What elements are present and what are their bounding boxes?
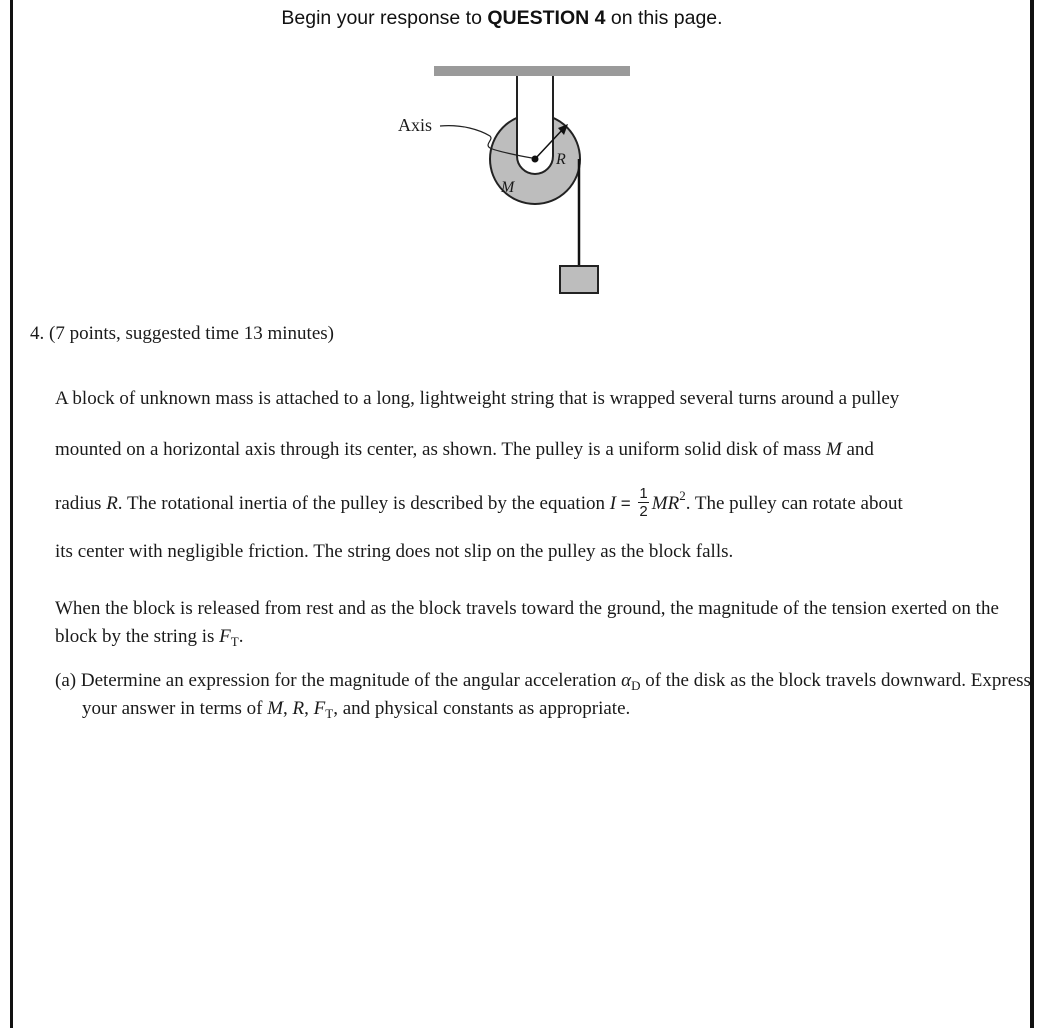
mass-symbol: M: [825, 439, 842, 460]
pulley-diagram: [380, 58, 650, 308]
part-a-mass-symbol: M: [267, 698, 284, 719]
tension-text: When the block is released from rest and as the block travels toward the ground, the magnitude of the tension exerted on the block by the string is: [55, 598, 999, 647]
part-a-label: (a): [55, 670, 77, 691]
intro-line-2-text: mounted on a horizontal axis through its center, as shown. The pulley is a uniform solid disk of mass: [55, 439, 826, 460]
part-a-comma-1: ,: [283, 698, 293, 719]
intro-line-2: [55, 436, 1005, 487]
question-number: 4.: [30, 323, 45, 344]
inertia-equation: [609, 485, 686, 520]
part-a-text-3: , and physical constants as appropriate.: [333, 698, 631, 719]
one-half-fraction: [638, 485, 648, 520]
mr-term: MR: [651, 492, 680, 514]
page-header: [0, 7, 1004, 30]
axis-label: Axis: [398, 115, 433, 135]
tension-subscript: T: [230, 634, 239, 649]
intro-line-4: [55, 538, 1005, 589]
intro-line-1: [55, 385, 1005, 436]
page-border-left: [10, 0, 13, 1028]
page-border-right: [1030, 0, 1034, 1028]
ceiling-bar: [434, 66, 630, 76]
intro-paragraph: [55, 385, 1005, 589]
alpha-subscript: D: [631, 678, 641, 693]
part-a-text-2: of the disk as the block travels downward. Express your answer in terms of: [82, 670, 1031, 719]
fraction-numerator: 1: [639, 485, 648, 502]
hanging-block: [560, 266, 598, 293]
tension-paragraph: [55, 595, 1005, 651]
part-a-text-1: Determine an expression for the magnitude of the angular acceleration: [76, 670, 622, 691]
alpha-symbol: α: [621, 670, 632, 691]
intro-line-2-end: and: [841, 439, 874, 460]
part-a-radius-symbol: R: [292, 698, 305, 719]
header-suffix: on this page.: [605, 7, 723, 29]
tension-end: .: [238, 626, 244, 647]
part-a-comma-2: ,: [304, 698, 314, 719]
equals-sign: =: [616, 493, 636, 513]
intro-line-1-text: A block of unknown mass is attached to a long, lightweight string that is wrapped several turns around a pulley: [55, 388, 900, 409]
header-question-ref: QUESTION 4: [487, 7, 606, 29]
question-heading: [30, 323, 334, 345]
intro-line-4-text: its center with negligible friction. The string does not slip on the pulley as the block falls.: [55, 541, 734, 562]
exponent: 2: [679, 487, 686, 503]
intro-line-3: [55, 487, 1005, 538]
intro-line-3-text: radius: [55, 492, 107, 514]
fraction-denominator: 2: [639, 503, 648, 520]
header-prefix: Begin your response to: [281, 7, 488, 29]
question-meta: (7 points, suggested time 13 minutes): [49, 323, 334, 344]
part-a: [55, 667, 1032, 723]
part-a-tension-subscript: T: [325, 706, 334, 721]
inertia-symbol: I: [609, 492, 617, 514]
tension-symbol: F: [219, 626, 231, 647]
radius-label: R: [556, 151, 566, 168]
part-a-tension-symbol: F: [313, 698, 326, 719]
mass-label: M: [501, 179, 515, 196]
intro-line-3-end: . The pulley can rotate about: [685, 492, 903, 514]
radius-symbol: R: [106, 492, 118, 514]
intro-line-3-mid: . The rotational inertia of the pulley is described by the equation: [117, 492, 610, 514]
